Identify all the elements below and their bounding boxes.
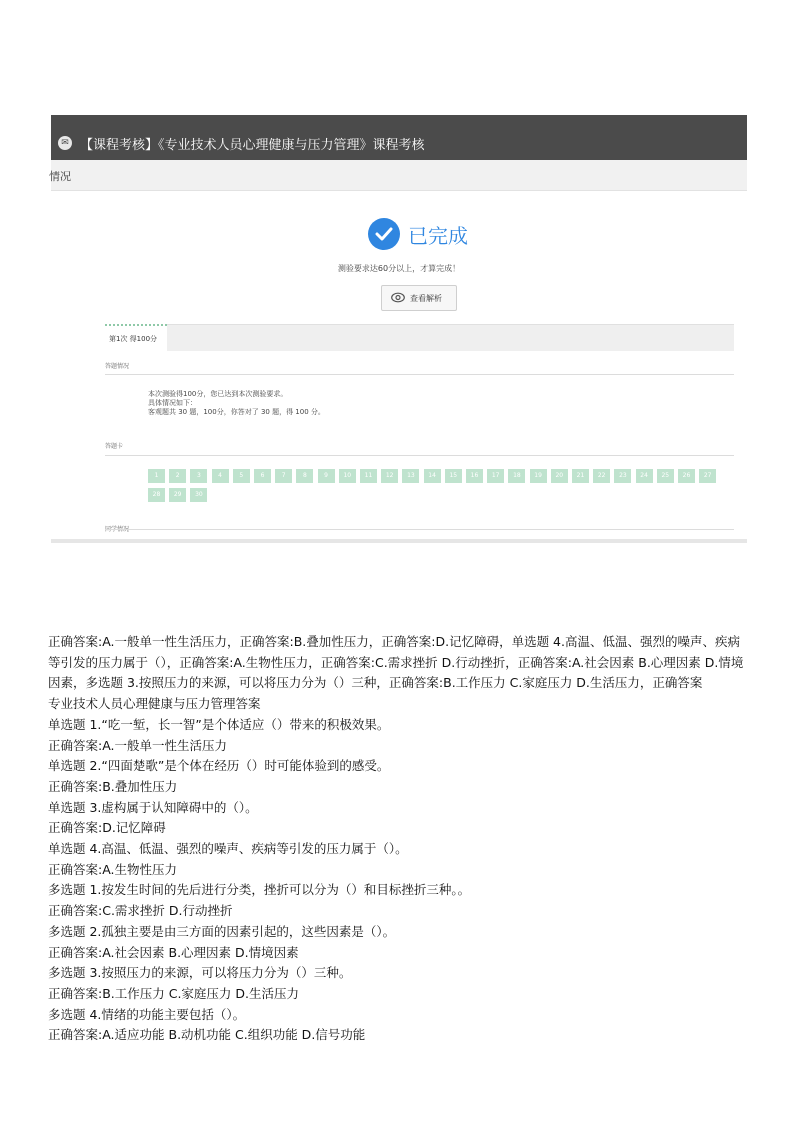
attempt-tabs [105, 324, 734, 351]
answer-card-item[interactable]: 22 [593, 469, 610, 483]
view-analysis-button[interactable] [381, 285, 457, 311]
answer-line: 正确答案:B.工作压力 C.家庭压力 D.生活压力 [48, 985, 300, 1001]
answer-card-item[interactable]: 18 [508, 469, 525, 483]
check-circle-icon [368, 218, 400, 250]
answer-line: 正确答案:A.社会因素 B.心理因素 D.情境因素 [48, 944, 299, 960]
answer-card-item[interactable]: 8 [296, 469, 313, 483]
answer-line: 多选题 4.情绪的功能主要包括（）。 [48, 1006, 246, 1022]
tab-attempt-1[interactable] [105, 324, 167, 351]
page-title: 【课程考核】《专业技术人员心理健康与压力管理》课程考核 [80, 138, 425, 153]
answer-card-item[interactable]: 14 [424, 469, 441, 483]
answer-card-item[interactable]: 5 [233, 469, 250, 483]
view-analysis-label: 查看解析 [410, 294, 442, 303]
answer-line: 正确答案:A.一般单一性生活压力 [48, 737, 228, 753]
answer-card-item[interactable]: 9 [318, 469, 335, 483]
answer-card-item[interactable]: 15 [445, 469, 462, 483]
summary-line-3: 客观题共 30 题，100分，你答对了 30 题，得 100 分。 [148, 408, 325, 416]
answer-card-item[interactable]: 24 [636, 469, 653, 483]
answer-card-item[interactable]: 16 [466, 469, 483, 483]
answer-card-item[interactable]: 12 [381, 469, 398, 483]
course-exam-screenshot [51, 115, 747, 543]
tab-attempt-1-label: 第1次 得100分 [109, 335, 158, 343]
result-summary [148, 390, 325, 417]
answer-card-item[interactable]: 3 [190, 469, 207, 483]
answer-line: 单选题 3.虚构属于认知障碍中的（）。 [48, 799, 258, 815]
answer-card-item[interactable]: 29 [169, 488, 186, 502]
answer-card-item[interactable]: 28 [148, 488, 165, 502]
answer-card-item[interactable]: 13 [402, 469, 419, 483]
eye-icon [391, 292, 405, 303]
answer-line: 专业技术人员心理健康与压力管理答案 [48, 696, 261, 712]
status-text: 已完成 [408, 224, 468, 248]
message-icon: ✉ [58, 136, 72, 150]
answer-line: 正确答案:B.叠加性压力 [48, 778, 178, 794]
screenshot-bottom-edge [51, 539, 747, 543]
answer-paragraph: 正确答案:A.一般单一性生活压力，正确答案:B.叠加性压力，正确答案:D.记忆障碍，单选题 4.高温、低温、强烈的噪声、疾病等引发的压力属于（），正确答案:A.生物性压力，正确答案:C.需求挫折 D.行动挫折，正确答案:A.社会因素 B.心理因素 D.情境因素，多选题 3.按照压力的来源，可以将压力分为（）三种，正确答案:B.工作压力 C.家庭压力 D.生活压力，正确答案 [48, 634, 744, 691]
answer-line: 多选题 3.按照压力的来源，可以将压力分为（）三种。 [48, 965, 352, 981]
answer-card-item[interactable]: 17 [487, 469, 504, 483]
divider [105, 529, 734, 530]
answer-line: 正确答案:C.需求挫折 D.行动挫折 [48, 903, 233, 919]
answer-card-item[interactable]: 26 [678, 469, 695, 483]
answer-card-item[interactable]: 11 [360, 469, 377, 483]
answer-card-item[interactable]: 7 [275, 469, 292, 483]
answer-card-item[interactable]: 27 [699, 469, 716, 483]
answer-card-item[interactable]: 1 [148, 469, 165, 483]
answer-text [48, 632, 748, 1046]
sub-header-label: 情况 [49, 170, 71, 183]
answer-line: 多选题 2.孤独主要是由三方面的因素引起的，这些因素是（）。 [48, 923, 396, 939]
answer-card-item[interactable]: 30 [190, 488, 207, 502]
answer-line: 单选题 2.“四面楚歌”是个体在经历（）时可能体验到的感受。 [48, 758, 390, 774]
answer-card-item[interactable]: 21 [572, 469, 589, 483]
answer-line: 单选题 4.高温、低温、强烈的噪声、疾病等引发的压力属于（）。 [48, 841, 408, 857]
answer-card-item[interactable]: 4 [212, 469, 229, 483]
answer-line: 正确答案:A.生物性压力 [48, 861, 178, 877]
section-answer-status: 答题情况 [105, 363, 130, 370]
summary-line-1: 本次测验得100分，您已达到本次测验要求。 [148, 390, 288, 398]
answer-line: 单选题 1.“吃一堑，长一智”是个体适应（）带来的积极效果。 [48, 716, 390, 732]
answer-card-item[interactable]: 19 [530, 469, 547, 483]
answer-card-item[interactable]: 23 [614, 469, 631, 483]
answer-card-item[interactable]: 10 [339, 469, 356, 483]
answer-line: 正确答案:D.记忆障碍 [48, 820, 166, 836]
answer-card-item[interactable]: 20 [551, 469, 568, 483]
answer-card-item[interactable]: 6 [254, 469, 271, 483]
summary-line-2: 具体情况如下： [148, 399, 197, 407]
answer-card-item[interactable]: 25 [657, 469, 674, 483]
answer-line: 多选题 1.按发生时间的先后进行分类，挫折可以分为（）和目标挫折三种。。 [48, 882, 471, 898]
answer-line: 正确答案:A.适应功能 B.动机功能 C.组织功能 D.信号功能 [48, 1027, 366, 1043]
sub-header [51, 160, 747, 191]
section-answer-card: 答题卡 [105, 443, 124, 450]
requirement-text: 测验要求达60分以上，才算完成！ [337, 264, 461, 273]
answer-card-item[interactable]: 2 [169, 469, 186, 483]
header-bar [51, 115, 747, 160]
divider [105, 374, 734, 375]
answer-lines [48, 694, 748, 1046]
divider [105, 455, 734, 456]
